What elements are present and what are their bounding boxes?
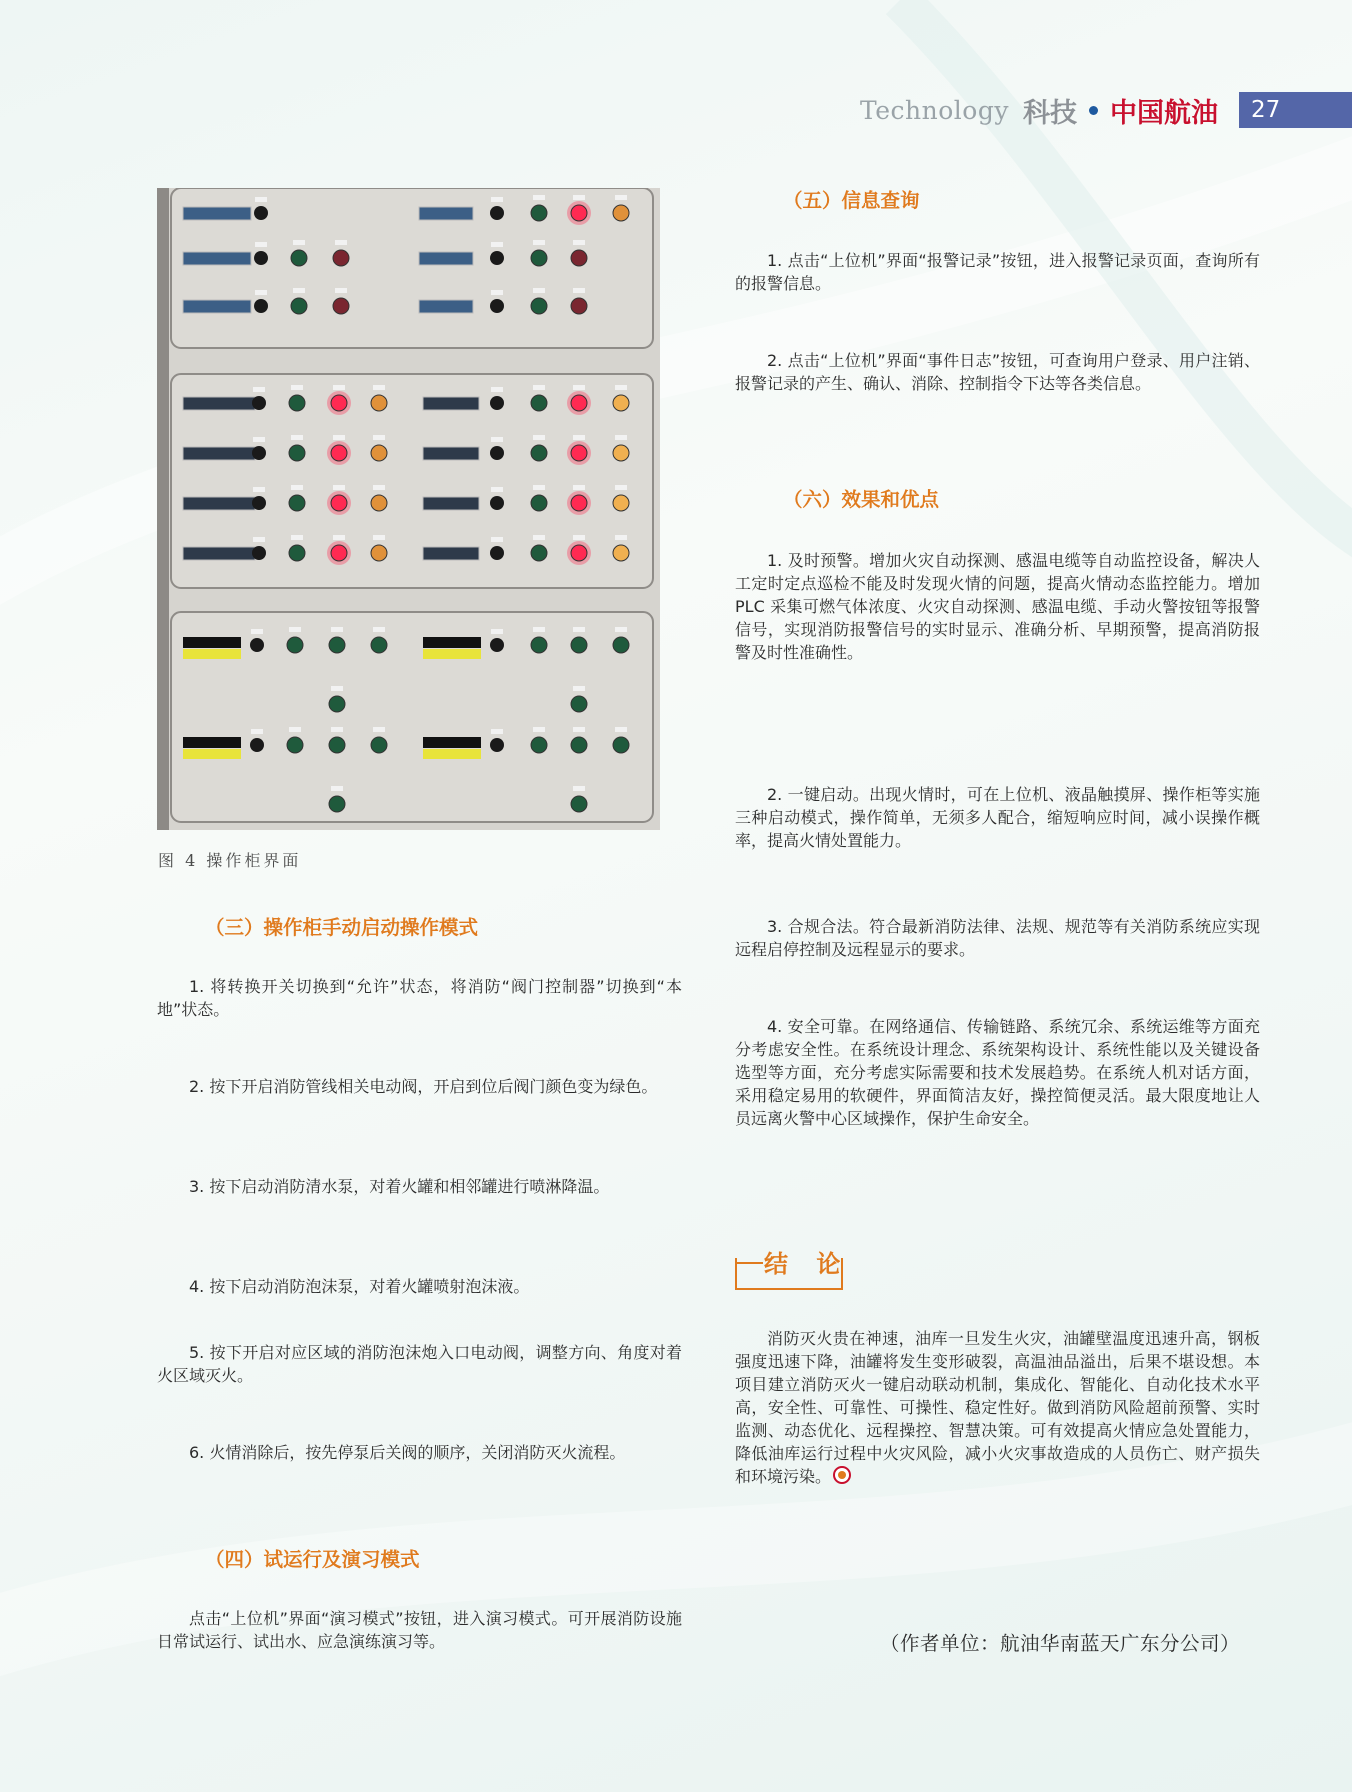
lamp-tag: [331, 627, 343, 632]
selector-knob: [490, 299, 504, 313]
figure-caption: 图 4 操作柜界面: [158, 851, 302, 870]
indicator-lamp: [331, 445, 347, 461]
indicator-lamp: [571, 737, 587, 753]
end-mark-icon: [833, 1466, 851, 1484]
lamp-tag: [533, 485, 545, 490]
lamp-tag: [573, 627, 585, 632]
panel-label-plate: [423, 447, 479, 460]
section-4-title: （四）试运行及演习模式: [205, 1548, 420, 1571]
indicator-lamp: [371, 495, 387, 511]
lamp-tag: [573, 786, 585, 791]
lamp-tag: [573, 435, 585, 440]
panel-label-plate: [183, 252, 251, 265]
header-section-cn: 科技: [1022, 97, 1077, 129]
lamp-tag: [289, 627, 301, 632]
indicator-lamp: [613, 495, 629, 511]
panel-label-plate: [183, 497, 255, 510]
sec3-item-6: 6. 火情消除后，按先停泵后关阀的顺序，关闭消防灭火流程。: [189, 1443, 626, 1462]
knob-tag: [253, 437, 265, 442]
lamp-tag: [331, 786, 343, 791]
panel-label-plate: [423, 497, 479, 510]
lamp-tag: [331, 686, 343, 691]
indicator-lamp: [571, 545, 587, 561]
lamp-tag: [533, 435, 545, 440]
knob-tag: [255, 242, 267, 247]
lamp-tag: [289, 727, 301, 732]
knob-tag: [491, 197, 503, 202]
page-number: 27: [1239, 92, 1352, 128]
lamp-tag: [291, 435, 303, 440]
indicator-lamp: [571, 445, 587, 461]
sec3-item-4: 4. 按下启动消防泡沫泵，对着火罐喷射泡沫液。: [189, 1277, 530, 1296]
lamp-tag: [573, 686, 585, 691]
lamp-tag: [333, 535, 345, 540]
selector-knob: [252, 546, 266, 560]
lamp-tag: [573, 485, 585, 490]
knob-tag: [491, 629, 503, 634]
indicator-lamp: [287, 737, 303, 753]
cabinet-edge-left: [157, 188, 169, 830]
panel-label-plate: [183, 397, 255, 410]
knob-tag: [251, 629, 263, 634]
indicator-lamp: [531, 298, 547, 314]
indicator-lamp: [571, 205, 587, 221]
lamp-tag: [291, 535, 303, 540]
conclusion-body: 消防灭火贵在神速，油库一旦发生火灾，油罐壁温度迅速升高，钢板强度迅速下降，油罐将发生变形破裂，高温油品溢出，后果不堪设想。本项目建立消防灭火一键启动联动机制，集成化、智能化、自动化技术水平高，安全性、可靠性、可操性、稳定性好。做到消防风险超前预警、实时监测、动态优化、远程操控、智慧决策。可有效提高火情应急处置能力，降低油库运行过程中火灾风险，减小火灾事故造成的人员伤亡、财产损失和环境污染。: [735, 1329, 1260, 1486]
lamp-tag: [573, 727, 585, 732]
knob-tag: [491, 387, 503, 392]
lamp-tag: [533, 195, 545, 200]
pump-label-yellow: [423, 649, 481, 659]
lamp-tag: [615, 727, 627, 732]
lamp-tag: [373, 385, 385, 390]
sec6-item-1: 1. 及时预警。增加火灾自动探测、感温电缆等自动监控设备，解决人工定时定点巡检不能及时发现火情的问题，提高火情动态监控能力。增加 PLC 采集可燃气体浓度、火灾自动探测、感温电缆、手动火警按钮等报警信号，实现消防报警信号的实时显示、准确分析、早期预警，提高消防报警及时性准确性。: [735, 551, 1260, 662]
selector-knob: [250, 638, 264, 652]
indicator-lamp: [613, 737, 629, 753]
control-cabinet-photo: [157, 188, 660, 830]
indicator-lamp: [291, 250, 307, 266]
indicator-lamp: [613, 445, 629, 461]
lamp-tag: [615, 485, 627, 490]
header-section-en: Technology: [860, 95, 1009, 125]
lamp-tag: [333, 435, 345, 440]
lamp-tag: [573, 535, 585, 540]
selector-knob: [490, 496, 504, 510]
sec6-item-2: 2. 一键启动。出现火情时，可在上位机、液晶触摸屏、操作柜等实施三种启动模式，操作简单，无须多人配合，缩短响应时间，减小误操作概率，提高火情处置能力。: [735, 785, 1260, 850]
sec3-item-3: 3. 按下启动消防清水泵，对着火罐和相邻罐进行喷淋降温。: [189, 1177, 610, 1196]
selector-knob: [254, 299, 268, 313]
selector-knob: [252, 446, 266, 460]
section-5-title: （五）信息查询: [783, 189, 920, 212]
indicator-lamp: [371, 395, 387, 411]
lamp-tag: [373, 435, 385, 440]
panel-label-plate: [183, 447, 255, 460]
selector-knob: [490, 396, 504, 410]
lamp-tag: [533, 385, 545, 390]
selector-knob: [490, 446, 504, 460]
selector-knob: [490, 546, 504, 560]
sec5-item-1: 1. 点击“上位机”界面“报警记录”按钮，进入报警记录页面，查询所有的报警信息。: [735, 251, 1260, 293]
indicator-lamp: [331, 495, 347, 511]
indicator-lamp: [571, 395, 587, 411]
lamp-tag: [291, 385, 303, 390]
indicator-lamp: [333, 298, 349, 314]
header-magazine-name: 中国航油: [1109, 97, 1218, 129]
sec3-item-1: 1. 将转换开关切换到“允许”状态，将消防“阀门控制器”切换到“本地”状态。: [157, 977, 682, 1019]
knob-tag: [491, 487, 503, 492]
panel-label-plate: [183, 547, 255, 560]
sec3-item-2: 2. 按下开启消防管线相关电动阀，开启到位后阀门颜色变为绿色。: [189, 1077, 658, 1096]
indicator-lamp: [531, 495, 547, 511]
author-affiliation: （作者单位：航油华南蓝天广东分公司）: [880, 1632, 1241, 1655]
lamp-tag: [373, 535, 385, 540]
lamp-tag: [373, 627, 385, 632]
lamp-tag: [573, 240, 585, 245]
lamp-tag: [291, 485, 303, 490]
indicator-lamp: [531, 205, 547, 221]
indicator-lamp: [613, 637, 629, 653]
lamp-tag: [573, 288, 585, 293]
section-6-title: （六）效果和优点: [783, 488, 940, 511]
indicator-lamp: [613, 545, 629, 561]
sec3-item-5: 5. 按下开启对应区域的消防泡沫炮入口电动阀，调整方向、角度对着火区域灭火。: [157, 1343, 682, 1385]
indicator-lamp: [571, 796, 587, 812]
selector-knob: [254, 206, 268, 220]
lamp-tag: [293, 240, 305, 245]
knob-tag: [491, 290, 503, 295]
panel-label-plate: [423, 397, 479, 410]
conclusion-text: [735, 1326, 1260, 1487]
knob-tag: [255, 290, 267, 295]
indicator-lamp: [333, 250, 349, 266]
panel-label-plate: [183, 207, 251, 220]
selector-knob: [254, 251, 268, 265]
indicator-lamp: [571, 298, 587, 314]
indicator-lamp: [531, 395, 547, 411]
lamp-tag: [533, 727, 545, 732]
pump-label-yellow: [423, 749, 481, 759]
sec6-item-3: 3. 合规合法。符合最新消防法律、法规、规范等有关消防系统应实现远程启停控制及远程显示的要求。: [735, 917, 1260, 959]
panel-label-plate: [419, 252, 473, 265]
section-3-title: （三）操作柜手动启动操作模式: [205, 916, 479, 939]
indicator-lamp: [531, 250, 547, 266]
knob-tag: [491, 437, 503, 442]
knob-tag: [253, 487, 265, 492]
indicator-lamp: [571, 696, 587, 712]
indicator-lamp: [287, 637, 303, 653]
running-header: [860, 92, 1218, 128]
lamp-tag: [533, 627, 545, 632]
lamp-tag: [293, 288, 305, 293]
panel-label-plate: [419, 300, 473, 313]
lamp-tag: [373, 727, 385, 732]
lamp-tag: [615, 385, 627, 390]
knob-tag: [491, 242, 503, 247]
indicator-lamp: [371, 545, 387, 561]
lamp-tag: [615, 435, 627, 440]
sec5-item-2: 2. 点击“上位机”界面“事件日志”按钮，可查询用户登录、用户注销、报警记录的产生、确认、消除、控制指令下达等各类信息。: [735, 351, 1260, 393]
lamp-tag: [333, 485, 345, 490]
pump-label-dark: [423, 737, 481, 748]
cabinet-illustration: [157, 188, 660, 830]
indicator-lamp: [571, 250, 587, 266]
lamp-tag: [373, 485, 385, 490]
indicator-lamp: [613, 205, 629, 221]
lamp-tag: [615, 535, 627, 540]
selector-knob: [490, 738, 504, 752]
lamp-tag: [533, 288, 545, 293]
indicator-lamp: [371, 737, 387, 753]
indicator-lamp: [531, 737, 547, 753]
sec4-text: 点击“上位机”界面“演习模式”按钮，进入演习模式。可开展消防设施日常试运行、试出水、应急演练演习等。: [157, 1609, 682, 1651]
indicator-lamp: [289, 445, 305, 461]
pump-label-dark: [183, 737, 241, 748]
lamp-tag: [331, 727, 343, 732]
indicator-lamp: [329, 796, 345, 812]
indicator-lamp: [613, 395, 629, 411]
knob-tag: [253, 537, 265, 542]
lamp-tag: [533, 240, 545, 245]
lamp-tag: [335, 240, 347, 245]
knob-tag: [255, 197, 267, 202]
pump-label-yellow: [183, 749, 241, 759]
lamp-tag: [573, 195, 585, 200]
indicator-lamp: [289, 545, 305, 561]
selector-knob: [250, 738, 264, 752]
indicator-lamp: [331, 545, 347, 561]
panel-label-plate: [419, 207, 473, 220]
indicator-lamp: [289, 495, 305, 511]
knob-tag: [251, 729, 263, 734]
conclusion-title: 结 论: [764, 1250, 851, 1278]
indicator-lamp: [371, 445, 387, 461]
lamp-tag: [615, 195, 627, 200]
lamp-tag: [533, 535, 545, 540]
panel-label-plate: [183, 300, 251, 313]
selector-knob: [252, 396, 266, 410]
indicator-lamp: [571, 637, 587, 653]
lamp-tag: [335, 288, 347, 293]
knob-tag: [253, 387, 265, 392]
panel-label-plate: [423, 547, 479, 560]
indicator-lamp: [531, 545, 547, 561]
indicator-lamp: [331, 395, 347, 411]
selector-knob: [490, 638, 504, 652]
indicator-lamp: [329, 737, 345, 753]
lamp-tag: [573, 385, 585, 390]
indicator-lamp: [531, 445, 547, 461]
knob-tag: [491, 537, 503, 542]
pump-label-dark: [423, 637, 481, 648]
indicator-lamp: [329, 637, 345, 653]
indicator-lamp: [571, 495, 587, 511]
indicator-lamp: [371, 637, 387, 653]
selector-knob: [490, 251, 504, 265]
indicator-lamp: [291, 298, 307, 314]
sec6-item-4: 4. 安全可靠。在网络通信、传输链路、系统冗余、系统运维等方面充分考虑安全性。在系统设计理念、系统架构设计、系统性能以及关键设备选型等方面，充分考虑实际需要和技术发展趋势。在系统人机对话方面，采用稳定易用的软硬件，界面简洁友好，操控简便灵活。最大限度地让人员远离火警中心区域操作，保护生命安全。: [735, 1017, 1260, 1128]
lamp-tag: [333, 385, 345, 390]
indicator-lamp: [329, 696, 345, 712]
indicator-lamp: [531, 637, 547, 653]
lamp-tag: [615, 627, 627, 632]
pump-label-dark: [183, 637, 241, 648]
pump-label-yellow: [183, 649, 241, 659]
indicator-lamp: [289, 395, 305, 411]
header-dot: [1089, 106, 1098, 115]
selector-knob: [252, 496, 266, 510]
knob-tag: [491, 729, 503, 734]
selector-knob: [490, 206, 504, 220]
